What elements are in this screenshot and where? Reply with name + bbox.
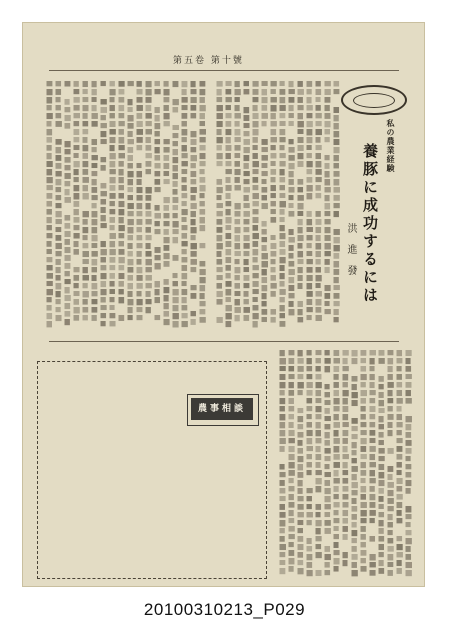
archive-id: 20100310213_P029 — [143, 600, 306, 619]
text-texture — [37, 79, 207, 329]
article-author: 洪 進 發 — [345, 223, 356, 280]
series-label: 私の農業経験 — [386, 119, 396, 173]
body-text-lower-right — [273, 348, 413, 578]
body-text-upper-right — [211, 79, 341, 329]
text-texture — [211, 79, 341, 329]
article-title: 養豚に成功するには — [361, 143, 379, 305]
text-texture — [273, 348, 413, 578]
column-seal-emblem — [341, 85, 407, 115]
header-rule — [49, 70, 399, 71]
section-rule — [49, 341, 399, 342]
body-text-upper-left — [37, 79, 207, 329]
consultation-label: 農事相談 — [191, 398, 253, 420]
document-page — [22, 22, 425, 587]
issue-header: 第五卷 第十號 — [173, 56, 244, 66]
